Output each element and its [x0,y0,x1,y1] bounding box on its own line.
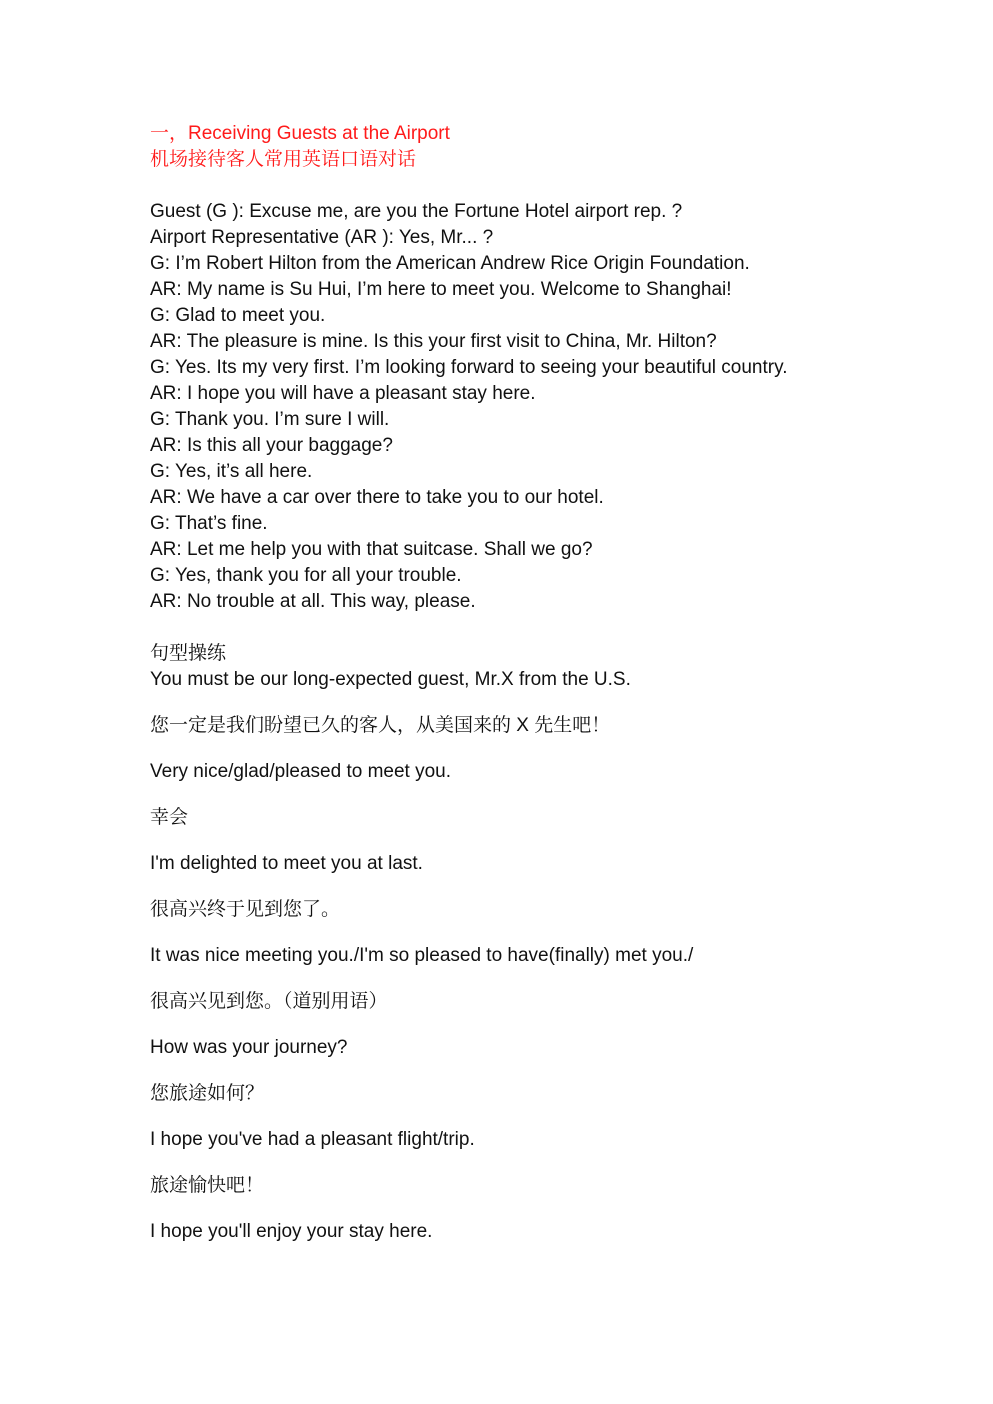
dialog-line: AR: Is this all your baggage? [150,435,393,456]
document-title: 一，Receiving Guests at the Airport [150,123,450,144]
drill-item: How was your journey? [150,1037,348,1058]
drill-item: 很高兴见到您。（道别用语） [150,991,388,1012]
dialog-line: G: Glad to meet you. [150,305,326,326]
dialog-block [150,199,910,615]
dialog-line: Guest (G ): Excuse me, are you the Fortune Hotel airport rep. ? [150,201,683,222]
spacer [150,173,910,199]
drill-item: Very nice/glad/pleased to meet you. [150,761,452,782]
dialog-line: AR: Let me help you with that suitcase. Shall we go? [150,539,593,560]
dialog-line: G: Yes, it’s all here. [150,461,313,482]
drill-item: 旅途愉快吧！ [150,1175,265,1196]
dialog-line: AR: No trouble at all. This way, please. [150,591,476,612]
dialog-line: G: That’s fine. [150,513,268,534]
drill-list [150,667,910,1245]
dialog-line: AR: My name is Su Hui, I’m here to meet you. Welcome to Shanghai! [150,279,732,300]
document-page [150,121,910,1245]
drill-item: 很高兴终于见到您了。 [150,899,341,920]
spacer [150,615,910,641]
dialog-line: Airport Representative (AR ): Yes, Mr... ? [150,227,494,248]
dialog-line: AR: I hope you will have a pleasant stay here. [150,383,536,404]
drill-item: 幸会 [150,807,189,828]
dialog-line: G: Thank you. I’m sure I will. [150,409,390,430]
drill-heading: 句型操练 [150,643,227,664]
document-subtitle: 机场接待客人常用英语口语对话 [150,149,417,170]
dialog-line: G: Yes. Its my very first. I’m looking forward to seeing your beautiful country. [150,357,788,378]
drill-item: 您一定是我们盼望已久的客人，从美国来的 X 先生吧！ [150,715,611,736]
drill-item: I'm delighted to meet you at last. [150,853,423,874]
drill-item: I hope you've had a pleasant flight/trip. [150,1129,475,1150]
dialog-line: AR: We have a car over there to take you to our hotel. [150,487,604,508]
dialog-line: G: I’m Robert Hilton from the American Andrew Rice Origin Foundation. [150,253,750,274]
dialog-line: AR: The pleasure is mine. Is this your first visit to China, Mr. Hilton? [150,331,717,352]
drill-item: 您旅途如何？ [150,1083,265,1104]
drill-item: I hope you'll enjoy your stay here. [150,1221,433,1242]
drill-item: It was nice meeting you./I'm so pleased to have(finally) met you./ [150,945,694,966]
dialog-line: G: Yes, thank you for all your trouble. [150,565,462,586]
drill-item: You must be our long-expected guest, Mr.X from the U.S. [150,669,631,690]
